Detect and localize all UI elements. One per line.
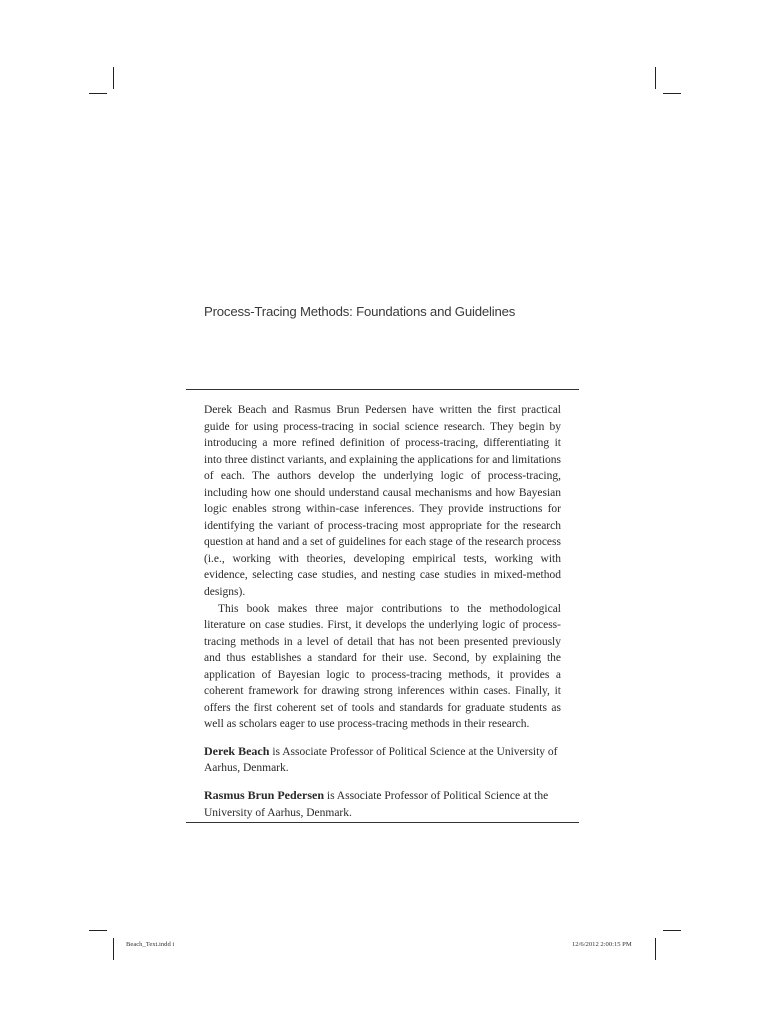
bottom-rule	[186, 822, 579, 823]
crop-mark-bottom-right-horizontal	[663, 930, 681, 931]
top-rule	[186, 389, 579, 390]
crop-mark-top-right-vertical	[655, 67, 656, 89]
author-bio-beach	[204, 743, 561, 777]
crop-mark-top-left-horizontal	[89, 93, 107, 94]
crop-mark-top-left-vertical	[113, 67, 114, 89]
crop-mark-bottom-right-vertical	[655, 938, 656, 960]
author-name-beach: Derek Beach	[204, 743, 270, 758]
crop-mark-bottom-left-horizontal	[89, 930, 107, 931]
author-name-pedersen: Rasmus Brun Pedersen	[204, 788, 325, 803]
slug-timestamp: 12/6/2012 2:00:15 PM	[572, 941, 632, 948]
author-bio-pedersen	[204, 787, 561, 821]
description-block	[204, 402, 561, 821]
author-bio-text-pedersen: is Associate Professor of Political Science at the University of Aarhus, Denmark.	[204, 790, 549, 819]
author-bio-text-beach: is Associate Professor of Political Science at the University of Aarhus, Denmark.	[204, 745, 558, 775]
crop-mark-top-right-horizontal	[663, 93, 681, 94]
book-title: Process-Tracing Methods: Foundations and Guidelines	[204, 304, 516, 319]
slug-filename: Beach_Text.indd i	[126, 941, 175, 948]
crop-mark-bottom-left-vertical	[113, 938, 114, 960]
description-paragraph-2: This book makes three major contributions to the methodological literature on case studies. First, it develops the underlying logic of process-tracing methods in a level of detail that has not been presented previously and thus establishes a standard for their use. Second, by explaining the application of Bayesian logic to process-tracing methods, it provides a coherent framework for drawing strong inferences within cases. Finally, it offers the first coherent set of tools and standards for graduate students as well as scholars eager to use process-tracing methods in their research.	[204, 602, 561, 731]
description-paragraph-1: Derek Beach and Rasmus Brun Pedersen have written the first practical guide for using process-tracing in social science research. They begin by introducing a more refined definition of process-tracing, differentiating it into three distinct variants, and explaining the applications for and limitations of each. The authors develop the underlying logic of process-tracing, including how one should understand causal mechanisms and how Bayesian logic enables strong within-case inferences. They provide instructions for identifying the variant of process-tracing most appropriate for the research question at hand and a set of guidelines for each stage of the research process (i.e., working with theories, developing empirical tests, working with evidence, selecting case studies, and nesting case studies in mixed-method designs).	[204, 404, 561, 599]
